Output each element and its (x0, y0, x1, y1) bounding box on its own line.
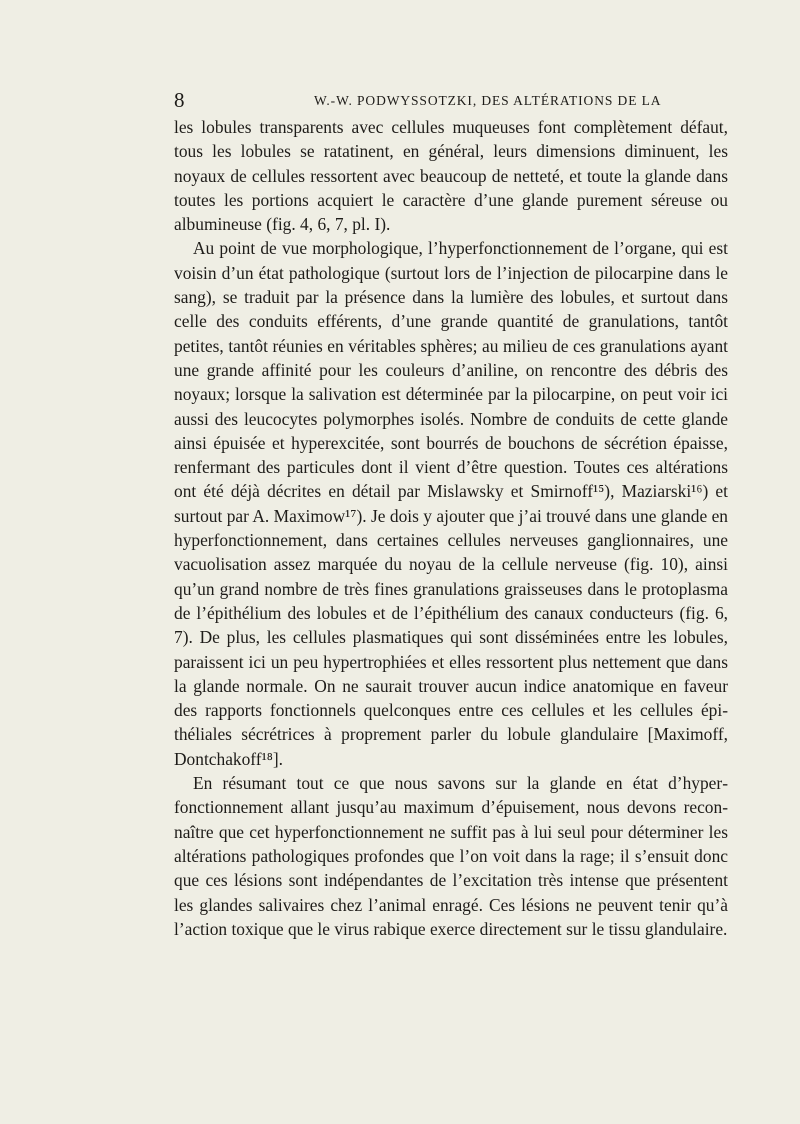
paragraph-continuation: les lobules transparents avec cellules muqueuses font complètement défaut, tous les lobules se ratatinent, en général, leurs dimensions diminuent, les noyaux de cellules ressortent avec beaucoup de netteté, et toute la glande dans toutes les portions acquiert le caractère d’une glande purement séreuse ou albumineuse (fig. 4, 6, 7, pl. I). (174, 117, 728, 235)
paragraph-morphology: Au point de vue morphologique, l’hyperfonctionnement de l’organe, qui est voisin d’un état pathologique (surtout lors de l’injection de pilocarpine dans le sang), se traduit par la présence dans la lumière des lobules, et surtout dans celle des conduits efférents, d’une grande quantité de granulations, tantôt petites, tantôt réunies en véritables sphères; au milieu de ces granulations ayant une grande affinité pour les couleurs d’aniline, on rencontre des débris des noyaux; lorsque la salivation est déterminée par la pilocarpine, on peut voir ici aussi des leucocytes polymorphes isolés. Nombre de conduits de cette glande ainsi épuisée et hyperexcitée, sont bourrés de bouchons de sécrétion épaisse, renfermant des particules dont il vient d’être question. Toutes ces altérations ont été déjà décrites en détail par Mislawsky et Smirnoff¹⁵), Maziarski¹⁶) et surtout par A. Maximow¹⁷). Je dois y ajouter que j’ai trouvé dans une glande en hyperfonctionnement, dans certaines cellules nerveuses ganglionnaires, une vacuolisation assez marquée du noyau de la cellule nerveuse (fig. 10), ainsi qu’un grand nombre de très fines granulations graisseuses dans le protoplasma de l’épithélium des lobules et de l’épithélium des canaux conducteurs (fig. 6, 7). De plus, les cellules plasmatiques qui sont disséminées entre les lobules, paraissent ici un peu hypertrophiées et elles ressortent plus nettement que dans la glande normale. On ne saurait trouver aucun indice anatomique en faveur des rapports fonctionnels quelconques entre ces cellules et les cellules épithéliales sécrétrices à proprement parler du lobule glandulaire [Maximoff, Dontchakoff¹⁸]. (174, 238, 728, 769)
page-number: 8 (174, 88, 185, 112)
body-text (174, 115, 728, 941)
running-head (0, 88, 800, 112)
paragraph-summary: En résumant tout ce que nous savons sur la glande en état d’hyperfonctionnement allant jusqu’au maximum d’épuisement, nous devons reconnaître que cet hyperfonctionnement ne suffit pas à lui seul pour déterminer les altérations pathologiques profondes que l’on voit dans la rage; il s’ensuit donc que ces lésions sont indépendantes de l’excitation très intense que présentent les glandes salivaires chez l’animal enragé. Ces lésions ne peuvent tenir qu’à l’action toxique que le virus rabique exerce directement sur le tissu glandulaire. (174, 773, 728, 939)
running-head-title: W.-W. PODWYSSOTZKI, DES ALTÉRATIONS DE LA (314, 93, 662, 108)
